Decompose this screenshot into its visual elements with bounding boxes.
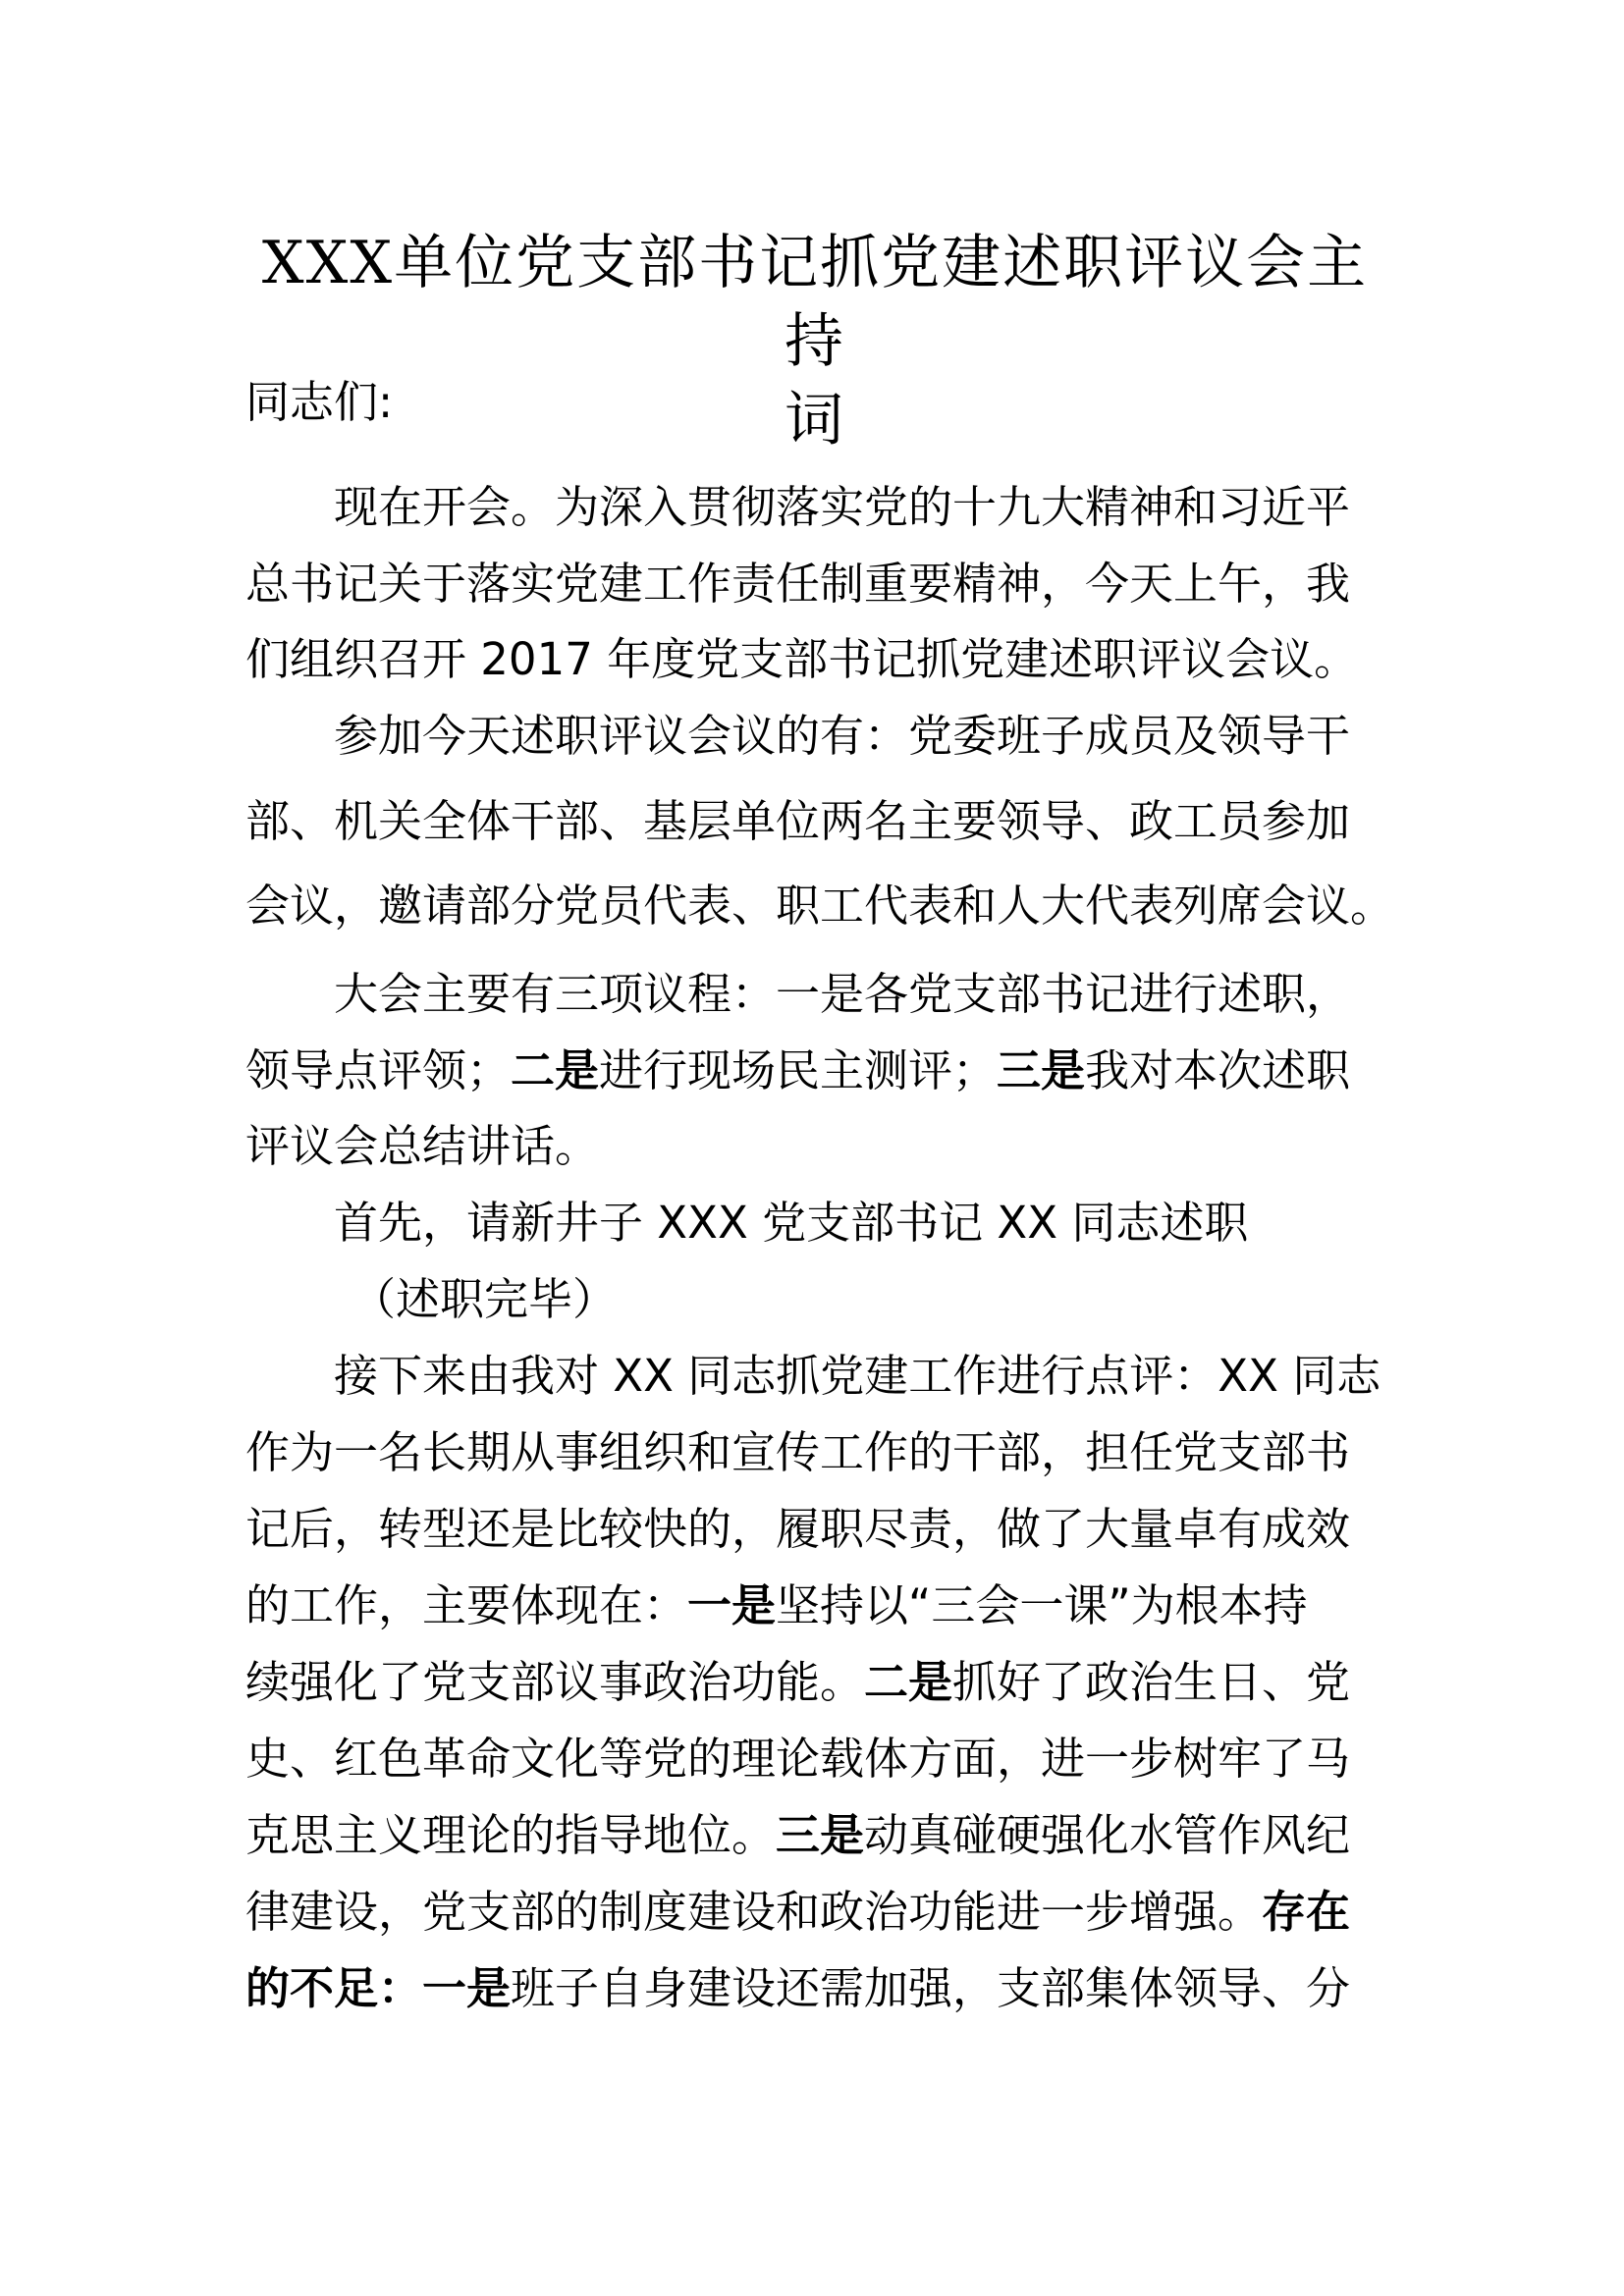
paragraph-6-line-7: [245, 1806, 1350, 1865]
bold-run: 存在: [1262, 1886, 1351, 1938]
paragraph-3-line-1: 大会主要有三项议程：一是各党支部书记进行述职，: [334, 968, 1351, 1020]
paragraph-6-line-4: [245, 1576, 1308, 1635]
paragraph-6-line-2: 作为一名长期从事组织和宣传工作的干部，担任党支部书: [245, 1426, 1351, 1478]
document-title: [236, 224, 1394, 459]
bold-run: 二是: [511, 1044, 600, 1096]
bold-run: 三是: [776, 1809, 865, 1861]
text-run: 抓好了政治生日、党: [952, 1656, 1351, 1708]
text-run: 进行现场民主测评；: [599, 1044, 998, 1096]
text-run: 续强化了党支部议事政治功能。: [245, 1656, 865, 1708]
paragraph-2-line-3: 会议，邀请部分党员代表、职工代表和人大代表列席会议。: [245, 880, 1395, 932]
title-line-1: XXX单位党支部书记抓党建述职评议会主持: [261, 229, 1369, 376]
text-run: 班子自身建设还需加强，支部集体领导、分: [511, 1962, 1351, 2014]
text-run: 动真碰硬强化水管作风纪: [864, 1809, 1351, 1861]
paragraph-6-line-6: 史、红色革命文化等党的理论载体方面，进一步树牢了马: [245, 1733, 1351, 1785]
paragraph-6-line-9: [245, 1959, 1350, 2018]
paragraph-1-line-1: 现在开会。为深入贯彻落实党的十九大精神和习近平: [334, 481, 1351, 533]
bold-run: 三是: [997, 1044, 1086, 1096]
paragraph-6-line-5: [245, 1653, 1350, 1712]
text-run: 律建设，党支部的制度建设和政治功能进一步增强。: [245, 1886, 1263, 1938]
text-run: 坚持以“三会一课”为根本持: [776, 1579, 1308, 1631]
paragraph-6-line-3: 记后，转型还是比较快的，履职尽责，做了大量卓有成效: [245, 1503, 1351, 1555]
text-run: 克思主义理论的指导地位。: [245, 1809, 777, 1861]
title-line-2: 词: [785, 386, 845, 454]
paragraph-3-line-3: 评议会总结讲话。: [245, 1120, 600, 1172]
text-run: 领导点评领；: [245, 1044, 512, 1096]
paragraph-6-line-8: [245, 1883, 1350, 1942]
bold-run: 二是: [864, 1656, 953, 1708]
salutation: 同志们:: [245, 376, 394, 428]
bold-run: 的不足：一是: [245, 1962, 512, 2014]
text-run: 的工作，主要体现在：: [245, 1579, 688, 1631]
paragraph-3-line-2: [245, 1041, 1350, 1100]
paragraph-6-line-1: 接下来由我对 XX 同志抓党建工作进行点评：XX 同志: [334, 1350, 1381, 1402]
text-run: 我对本次述职: [1085, 1044, 1351, 1096]
paragraph-2-line-2: 部、机关全体干部、基层单位两名主要领导、政工员参加: [245, 795, 1351, 847]
paragraph-5: （述职完毕）: [352, 1273, 618, 1325]
paragraph-4: 首先，请新井子 XXX 党支部书记 XX 同志述职: [334, 1197, 1249, 1249]
paragraph-1-line-3: 们组织召开 2017 年度党支部书记抓党建述职评议会议。: [245, 633, 1359, 685]
paragraph-2-line-1: 参加今天述职评议会议的有：党委班子成员及领导干: [334, 710, 1351, 762]
bold-run: 一是: [687, 1579, 777, 1631]
paragraph-1-line-2: 总书记关于落实党建工作责任制重要精神，今天上午，我: [245, 558, 1351, 610]
